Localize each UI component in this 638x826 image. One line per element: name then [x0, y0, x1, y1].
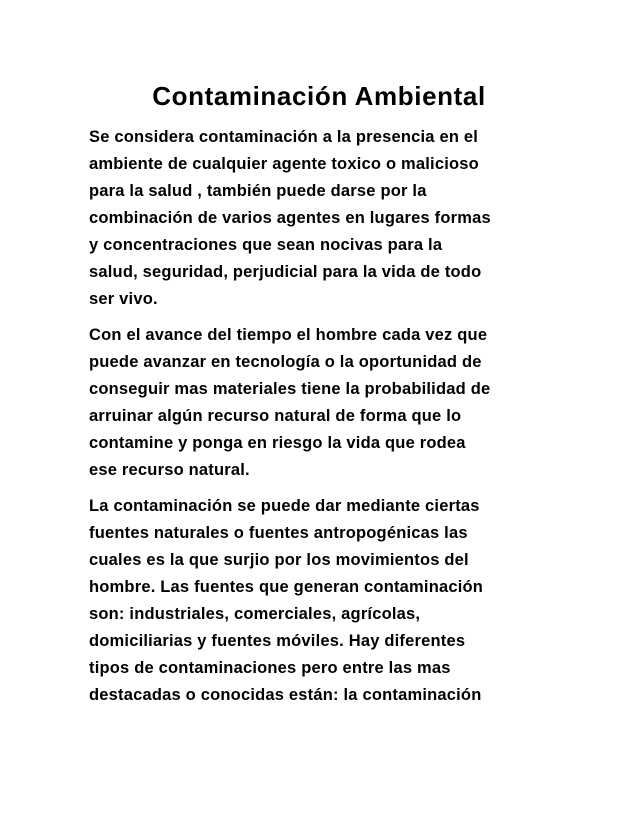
paragraph-1 [89, 124, 559, 313]
text-line: Se considera contaminación a la presencia en el [89, 128, 479, 146]
text-line: son: industriales, comerciales, agrícolas, [89, 605, 421, 623]
text-line: arruinar algún recurso natural de forma que lo [89, 407, 462, 425]
paragraph-2 [89, 322, 559, 484]
text-line: conseguir mas materiales tiene la probabilidad de [89, 380, 491, 398]
text-line: fuentes naturales o fuentes antropogénicas las [89, 524, 468, 542]
text-line: destacadas o conocidas están: la contaminación [89, 686, 482, 704]
text-line: salud, seguridad, perjudicial para la vida de todo [89, 263, 482, 281]
text-line: contamine y ponga en riesgo la vida que rodea [89, 434, 466, 452]
text-line: combinación de varios agentes en lugares formas [89, 209, 491, 227]
text-line: y concentraciones que sean nocivas para la [89, 236, 443, 254]
document-body [89, 124, 559, 718]
text-line: hombre. Las fuentes que generan contaminación [89, 578, 484, 596]
text-line: tipos de contaminaciones pero entre las mas [89, 659, 451, 677]
text-line: puede avanzar en tecnología o la oportunidad de [89, 353, 482, 371]
text-line: para la salud , también puede darse por la [89, 182, 427, 200]
text-line: ser vivo. [89, 290, 158, 308]
text-line: La contaminación se puede dar mediante ciertas [89, 497, 480, 515]
document-title: Contaminación Ambiental [152, 81, 486, 111]
paragraph-3 [89, 493, 559, 709]
text-line: ambiente de cualquier agente toxico o malicioso [89, 155, 479, 173]
text-line: domiciliarias y fuentes móviles. Hay diferentes [89, 632, 466, 650]
text-line: cuales es la que surjio por los movimientos del [89, 551, 469, 569]
text-line: Con el avance del tiempo el hombre cada vez que [89, 326, 488, 344]
text-line: ese recurso natural. [89, 461, 250, 479]
